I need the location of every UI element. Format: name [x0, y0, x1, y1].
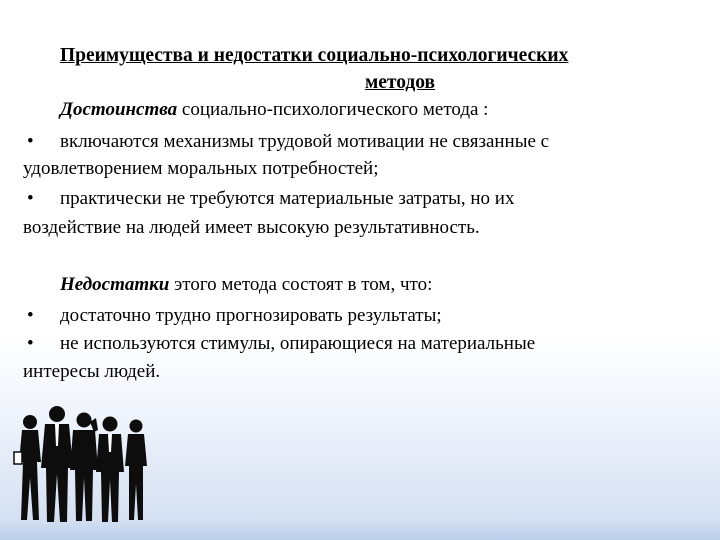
bullet-icon: • — [27, 333, 34, 354]
advantage-item-1-line-2: удовлетворением моральных потребностей; — [23, 158, 379, 179]
advantage-item-1-line-1: включаются механизмы трудовой мотивации не связанные с — [60, 131, 550, 152]
bullet-icon: • — [27, 188, 34, 209]
slide-title — [60, 42, 700, 96]
advantage-item-2-line-1: практически не требуются материальные затраты, но их — [60, 188, 515, 209]
disadvantage-item-1-line-1: достаточно трудно прогнозировать результаты; — [60, 305, 442, 326]
disadvantages-heading-word: Недостатки — [60, 274, 170, 295]
bullet-icon: • — [27, 305, 34, 326]
title-line-1: Преимущества и недостатки социально-психологических — [60, 45, 569, 66]
bullet-icon: • — [27, 131, 34, 152]
advantages-heading-rest: социально-психологического метода : — [177, 99, 489, 120]
floor-gradient — [0, 520, 720, 540]
business-people-silhouette-icon — [12, 400, 172, 525]
advantages-heading-word: Достоинства — [60, 99, 178, 120]
title-line-2: методов — [364, 72, 436, 93]
disadvantages-heading — [60, 272, 432, 298]
disadvantage-item-2-line-2: интересы людей. — [23, 361, 161, 382]
disadvantages-heading-rest: этого метода состоят в том, что: — [169, 274, 433, 295]
advantages-heading — [60, 97, 488, 123]
advantage-item-2-line-2: воздействие на людей имеет высокую результативность. — [23, 217, 480, 238]
disadvantage-item-2-line-1: не используются стимулы, опирающиеся на материальные — [60, 333, 536, 354]
